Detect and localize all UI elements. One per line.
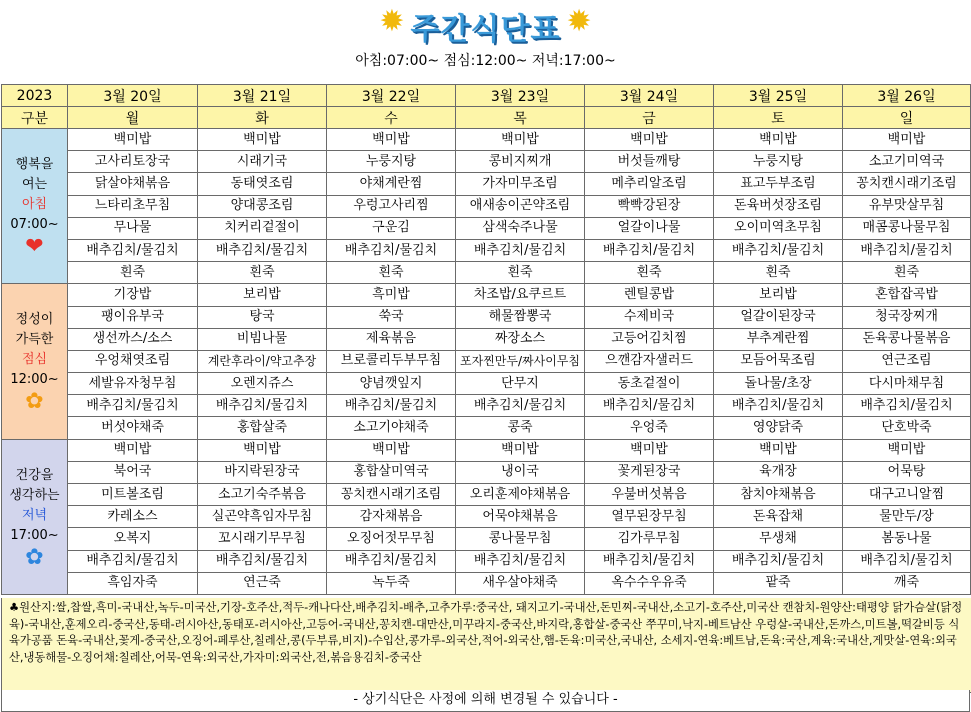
menu-cell: 청국장찌개 — [843, 306, 971, 328]
menu-row — [2, 461, 971, 483]
menu-cell: 배추김치/물김치 — [198, 239, 327, 261]
menu-row — [2, 217, 971, 239]
meal-label-line: 가득한 — [15, 332, 54, 348]
weekday-cell: 일 — [843, 107, 971, 129]
menu-cell: 브로콜리두부무침 — [327, 350, 456, 372]
menu-cell: 배추김치/물김치 — [456, 550, 585, 572]
menu-cell: 버섯야채죽 — [68, 417, 198, 439]
menu-cell: 짜장소스 — [456, 328, 585, 350]
menu-cell: 돈육잡채 — [714, 506, 843, 528]
menu-cell: 무나물 — [68, 217, 198, 239]
menu-cell: 시래기국 — [198, 151, 327, 173]
menu-cell: 제육볶음 — [327, 328, 456, 350]
menu-cell: 오렌지쥬스 — [198, 373, 327, 395]
menu-cell: 흰죽 — [714, 262, 843, 284]
menu-cell: 고등어김치찜 — [585, 328, 714, 350]
menu-cell: 오징어젓무무침 — [327, 528, 456, 550]
blue-flower-icon: ✿ — [25, 544, 44, 570]
meal-body — [2, 129, 971, 595]
menu-row — [2, 484, 971, 506]
menu-cell: 배추김치/물김치 — [714, 395, 843, 417]
sun-icon: ✹ — [379, 4, 405, 39]
menu-cell: 매콤콩나물무침 — [843, 217, 971, 239]
menu-cell: 얼갈이된장국 — [714, 306, 843, 328]
meal-time: 17:00~ — [10, 527, 59, 543]
menu-cell: 배추김치/물김치 — [843, 395, 971, 417]
menu-cell: 흰죽 — [198, 262, 327, 284]
meal-label-line: 건강을 — [15, 467, 54, 483]
menu-cell: 돈육버섯장조림 — [714, 195, 843, 217]
menu-cell: 콩죽 — [456, 417, 585, 439]
menu-cell: 백미밥 — [456, 129, 585, 151]
menu-cell: 꽁치캔시래기조림 — [327, 484, 456, 506]
menu-cell: 흑임자죽 — [68, 572, 198, 594]
menu-cell: 배추김치/물김치 — [327, 239, 456, 261]
menu-cell: 백미밥 — [585, 439, 714, 461]
heart-flower-icon: ❤ — [25, 234, 44, 260]
menu-cell: 대구고니알찜 — [843, 484, 971, 506]
menu-row — [2, 439, 971, 461]
weekday-row — [2, 107, 971, 129]
menu-cell: 부추계란찜 — [714, 328, 843, 350]
menu-cell: 돈육콩나물볶음 — [843, 328, 971, 350]
menu-cell: 유부맛살무침 — [843, 195, 971, 217]
menu-cell: 참치야채볶음 — [714, 484, 843, 506]
date-cell: 3월 23일 — [456, 85, 585, 107]
weekday-cell: 수 — [327, 107, 456, 129]
date-row — [2, 85, 971, 107]
menu-row — [2, 350, 971, 372]
menu-cell: 배추김치/물김치 — [843, 550, 971, 572]
menu-cell: 해물짬뽕국 — [456, 306, 585, 328]
menu-cell: 쑥국 — [327, 306, 456, 328]
date-cell: 3월 24일 — [585, 85, 714, 107]
menu-cell: 구운김 — [327, 217, 456, 239]
menu-cell: 오리훈제야채볶음 — [456, 484, 585, 506]
menu-cell: 봄동나물 — [843, 528, 971, 550]
menu-cell: 누룽지탕 — [327, 151, 456, 173]
menu-cell: 동태엿조림 — [198, 173, 327, 195]
menu-cell: 애새송이곤약조림 — [456, 195, 585, 217]
menu-cell: 생선까스/소스 — [68, 328, 198, 350]
menu-cell: 빡빡강된장 — [585, 195, 714, 217]
menu-cell: 흰죽 — [585, 262, 714, 284]
menu-cell: 고사리토장국 — [68, 151, 198, 173]
menu-cell: 메추리알조림 — [585, 173, 714, 195]
meal-label-line: 여는 — [21, 177, 48, 193]
meal-label — [2, 284, 68, 439]
menu-cell: 배추김치/물김치 — [68, 395, 198, 417]
menu-cell: 흰죽 — [843, 262, 971, 284]
menu-cell: 렌틸콩밥 — [585, 284, 714, 306]
menu-cell: 배추김치/물김치 — [585, 550, 714, 572]
menu-table — [1, 84, 971, 595]
menu-row — [2, 262, 971, 284]
menu-cell: 깨죽 — [843, 572, 971, 594]
menu-cell: 돌나물/초장 — [714, 373, 843, 395]
menu-cell: 소고기미역국 — [843, 151, 971, 173]
menu-cell: 느타리초무침 — [68, 195, 198, 217]
menu-cell: 혼합잡곡밥 — [843, 284, 971, 306]
page-header — [0, 0, 971, 84]
menu-cell: 녹두죽 — [327, 572, 456, 594]
menu-cell: 미트볼조림 — [68, 484, 198, 506]
menu-cell: 배추김치/물김치 — [327, 395, 456, 417]
meal-name: 저녁 — [21, 507, 48, 523]
menu-cell: 삼색숙주나물 — [456, 217, 585, 239]
menu-row — [2, 239, 971, 261]
title-block — [0, 4, 971, 48]
menu-cell: 북어국 — [68, 461, 198, 483]
menu-cell: 연근조림 — [843, 350, 971, 372]
menu-row — [2, 528, 971, 550]
meal-name: 점심 — [21, 352, 48, 368]
meal-label — [2, 439, 68, 594]
menu-cell: 배추김치/물김치 — [585, 239, 714, 261]
menu-cell: 바지락된장국 — [198, 461, 327, 483]
year-cell: 2023 — [2, 85, 68, 107]
date-cell: 3월 25일 — [714, 85, 843, 107]
date-cell: 3월 21일 — [198, 85, 327, 107]
sun-icon: ✹ — [566, 4, 592, 39]
menu-cell: 홍합살미역국 — [327, 461, 456, 483]
menu-row — [2, 506, 971, 528]
menu-cell: 팥죽 — [714, 572, 843, 594]
meal-times: 아침:07:00~ 점심:12:00~ 저녁:17:00~ — [355, 53, 616, 69]
menu-cell: 팽이유부국 — [68, 306, 198, 328]
menu-cell: 소고기야채죽 — [327, 417, 456, 439]
menu-cell: 배추김치/물김치 — [327, 550, 456, 572]
menu-cell: 흰죽 — [68, 262, 198, 284]
menu-cell: 우불버섯볶음 — [585, 484, 714, 506]
menu-cell: 포자찐만두/짜사이무침 — [456, 350, 585, 372]
menu-cell: 영양닭죽 — [714, 417, 843, 439]
menu-cell: 어묵야채볶음 — [456, 506, 585, 528]
meal-label — [2, 129, 68, 284]
menu-cell: 야채계란찜 — [327, 173, 456, 195]
menu-row — [2, 395, 971, 417]
meal-label-line: 정성이 — [15, 312, 54, 328]
menu-cell: 꽁치캔시래기조림 — [843, 173, 971, 195]
menu-row — [2, 284, 971, 306]
menu-row — [2, 173, 971, 195]
menu-row — [2, 195, 971, 217]
menu-cell: 버섯들깨탕 — [585, 151, 714, 173]
menu-cell: 배추김치/물김치 — [198, 550, 327, 572]
weekday-cell: 목 — [456, 107, 585, 129]
menu-cell: 배추김치/물김치 — [68, 550, 198, 572]
menu-cell: 흰죽 — [327, 262, 456, 284]
menu-cell: 배추김치/물김치 — [456, 239, 585, 261]
menu-cell: 꼬시래기무무침 — [198, 528, 327, 550]
menu-cell: 양념깻잎지 — [327, 373, 456, 395]
menu-cell: 배추김치/물김치 — [198, 395, 327, 417]
menu-cell: 백미밥 — [68, 439, 198, 461]
division-cell: 구분 — [2, 107, 68, 129]
menu-cell: 백미밥 — [198, 129, 327, 151]
date-cell: 3월 22일 — [327, 85, 456, 107]
menu-cell: 백미밥 — [327, 439, 456, 461]
menu-row — [2, 151, 971, 173]
menu-cell: 배추김치/물김치 — [68, 239, 198, 261]
menu-cell: 배추김치/물김치 — [714, 239, 843, 261]
menu-cell: 김가루무침 — [585, 528, 714, 550]
menu-cell: 육개장 — [714, 461, 843, 483]
menu-cell: 물만두/장 — [843, 506, 971, 528]
menu-cell: 백미밥 — [714, 129, 843, 151]
menu-cell: 보리밥 — [198, 284, 327, 306]
menu-cell: 콩나물무침 — [456, 528, 585, 550]
menu-cell: 배추김치/물김치 — [714, 550, 843, 572]
menu-cell: 배추김치/물김치 — [585, 395, 714, 417]
menu-cell: 얼갈이나물 — [585, 217, 714, 239]
footer-note: - 상기식단은 사정에 의해 변경될 수 있습니다 - — [1, 690, 970, 712]
menu-row — [2, 572, 971, 594]
menu-cell: 실곤약흑임자무침 — [198, 506, 327, 528]
menu-cell: 모듬어묵조림 — [714, 350, 843, 372]
menu-row — [2, 550, 971, 572]
menu-cell: 백미밥 — [714, 439, 843, 461]
meal-time: 07:00~ — [10, 217, 59, 233]
menu-cell: 새우살야채죽 — [456, 572, 585, 594]
menu-row — [2, 417, 971, 439]
menu-cell: 백미밥 — [68, 129, 198, 151]
menu-cell: 우렁고사리찜 — [327, 195, 456, 217]
menu-cell: 기장밥 — [68, 284, 198, 306]
menu-cell: 냉이국 — [456, 461, 585, 483]
menu-cell: 백미밥 — [198, 439, 327, 461]
menu-cell: 표고두부조림 — [714, 173, 843, 195]
menu-cell: 오이미역초무침 — [714, 217, 843, 239]
menu-cell: 열무된장무침 — [585, 506, 714, 528]
menu-cell: 백미밥 — [843, 439, 971, 461]
menu-cell: 양대콩조림 — [198, 195, 327, 217]
menu-cell: 오복지 — [68, 528, 198, 550]
menu-cell: 연근죽 — [198, 572, 327, 594]
menu-cell: 백미밥 — [585, 129, 714, 151]
weekday-cell: 화 — [198, 107, 327, 129]
menu-cell: 어묵탕 — [843, 461, 971, 483]
meal-name: 아침 — [21, 197, 48, 213]
menu-cell: 탕국 — [198, 306, 327, 328]
menu-cell: 감자채볶음 — [327, 506, 456, 528]
meal-time: 12:00~ — [10, 372, 59, 388]
menu-cell: 으깬감자샐러드 — [585, 350, 714, 372]
menu-cell: 꽃게된장국 — [585, 461, 714, 483]
menu-cell: 다시마채무침 — [843, 373, 971, 395]
menu-cell: 치커리겉절이 — [198, 217, 327, 239]
meal-label-line: 행복을 — [15, 157, 54, 173]
menu-cell: 백미밥 — [327, 129, 456, 151]
menu-cell: 흰죽 — [456, 262, 585, 284]
menu-cell: 백미밥 — [843, 129, 971, 151]
origin-notes: ♣원산지:쌀,찹쌀,흑미-국내산,녹두-미국산,기장-호주산,적두-캐나다산,배추김치-배추,고추가루:중국산, 돼지고기-국내산,돈민찌-국내산,소고기-호주산,미국산 캔참치-원양산:태평양 닭가슴살(닭정육)-국내산,훈제오리-중국산,동태-러시아산,동태포-러시아산,고등어-국내산,꽁치캔-대만산,미꾸라지-중국산,바지락,홍합살-중국산 쭈꾸미,낙지-베트남산 우렁살-국내산,돈까스,미트볼,떡갈비등 식육가공품 돈육-국내산,꽃게-중국산,오징어-페루산,칠레산,콩(두부류,비지)-수입산,콩가루-외국산,적어-외국산,햄-돈육:미국산,국내산, 소세지-연육:베트남,돈육:국산,계육:국내산,게맛살-연육:외국산,냉동해물-오징어채:칠레산,어묵-연육:외국산,가자미:외국산,전,볶음용김치-중국산 — [1, 598, 971, 693]
menu-cell: 가자미무조림 — [456, 173, 585, 195]
menu-cell: 무생채 — [714, 528, 843, 550]
menu-cell: 소고기숙주볶음 — [198, 484, 327, 506]
menu-cell: 비빔나물 — [198, 328, 327, 350]
page-title: 주간식단표 — [410, 12, 561, 47]
menu-cell: 콩비지찌개 — [456, 151, 585, 173]
menu-cell: 수제비국 — [585, 306, 714, 328]
menu-cell: 옥수수우유죽 — [585, 572, 714, 594]
menu-cell: 홍합살죽 — [198, 417, 327, 439]
date-cell: 3월 20일 — [68, 85, 198, 107]
menu-cell: 우엉죽 — [585, 417, 714, 439]
orange-flower-icon: ✿ — [25, 389, 44, 415]
weekday-cell: 월 — [68, 107, 198, 129]
menu-cell: 계란후라이/약고추장 — [198, 350, 327, 372]
weekday-cell: 금 — [585, 107, 714, 129]
meal-label-line: 생각하는 — [9, 487, 60, 503]
menu-cell: 단호박죽 — [843, 417, 971, 439]
menu-cell: 흑미밥 — [327, 284, 456, 306]
menu-cell: 누룽지탕 — [714, 151, 843, 173]
menu-row — [2, 328, 971, 350]
menu-cell: 동초겉절이 — [585, 373, 714, 395]
menu-cell: 배추김치/물김치 — [456, 395, 585, 417]
menu-row — [2, 129, 971, 151]
menu-cell: 단무지 — [456, 373, 585, 395]
date-cell: 3월 26일 — [843, 85, 971, 107]
menu-cell: 보리밥 — [714, 284, 843, 306]
menu-row — [2, 373, 971, 395]
menu-cell: 세발유자청무침 — [68, 373, 198, 395]
menu-cell: 백미밥 — [456, 439, 585, 461]
menu-row — [2, 306, 971, 328]
menu-cell: 닭살야채볶음 — [68, 173, 198, 195]
menu-cell: 우엉채엿조림 — [68, 350, 198, 372]
weekday-cell: 토 — [714, 107, 843, 129]
menu-cell: 차조밥/요쿠르트 — [456, 284, 585, 306]
menu-cell: 카레소스 — [68, 506, 198, 528]
menu-cell: 배추김치/물김치 — [843, 239, 971, 261]
